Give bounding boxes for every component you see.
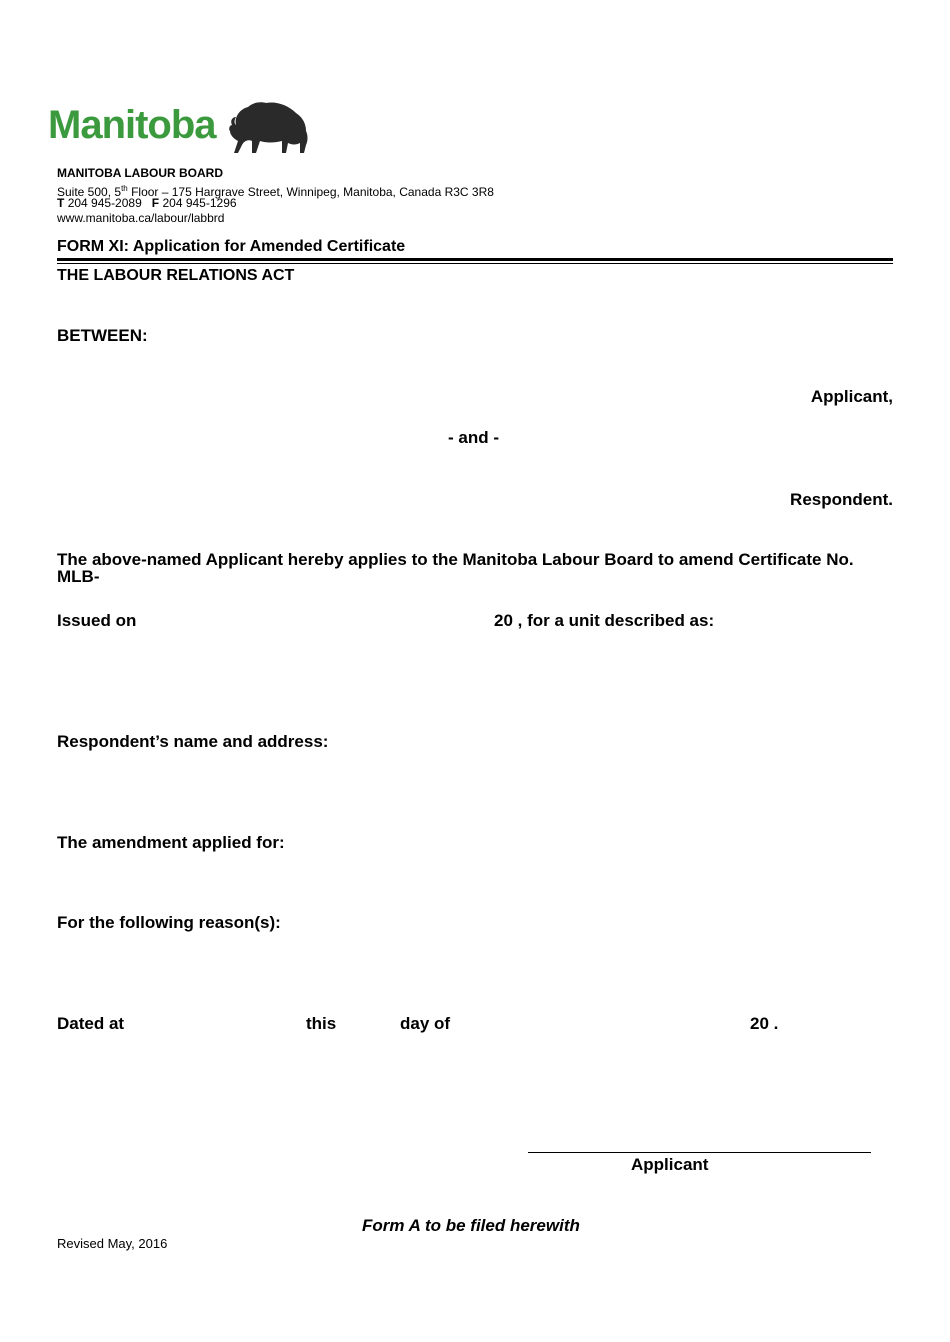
amendment-label: The amendment applied for: (57, 833, 285, 852)
board-name: MANITOBA LABOUR BOARD (57, 166, 223, 180)
between-label: BETWEEN: (57, 326, 148, 345)
board-phone-fax: T 204 945-2089 F 204 945-1296 (57, 196, 237, 210)
unit-description-label: 20 , for a unit described as: (494, 611, 715, 630)
reasons-label: For the following reason(s): (57, 913, 281, 932)
dated-at-label: Dated at (57, 1014, 125, 1033)
logo-wordmark: Manitoba (48, 103, 216, 147)
and-label: - and - (448, 428, 499, 447)
header-rule-thin (57, 263, 893, 264)
this-label: this (306, 1014, 337, 1033)
day-of-label: day of (400, 1014, 451, 1033)
issued-on-label: Issued on (57, 611, 137, 630)
signature-line (528, 1152, 871, 1153)
year-label: 20 . (750, 1014, 779, 1033)
manitoba-logo (48, 99, 313, 157)
act-title: THE LABOUR RELATIONS ACT (57, 267, 295, 284)
revised-date: Revised May, 2016 (57, 1236, 168, 1251)
form-title: FORM XI: Application for Amended Certificate (57, 238, 406, 255)
header-rule-thick (57, 258, 893, 261)
certificate-prefix: MLB- (57, 567, 100, 586)
applicant-label: Applicant, (810, 387, 893, 406)
signature-label: Applicant (631, 1155, 709, 1174)
respondent-label: Respondent. (790, 490, 893, 509)
bison-icon (226, 99, 310, 155)
application-text: The above-named Applicant hereby applies to the Manitoba Labour Board to amend Certificate No. (57, 550, 854, 569)
form-a-note: Form A to be filed herewith (362, 1216, 580, 1235)
board-website: www.manitoba.ca/labour/labbrd (57, 211, 225, 225)
respondent-name-address-label: Respondent’s name and address: (57, 732, 329, 751)
board-address: Suite 500, 5th Floor – 175 Hargrave Street, Winnipeg, Manitoba, Canada R3C 3R8 (57, 184, 494, 199)
